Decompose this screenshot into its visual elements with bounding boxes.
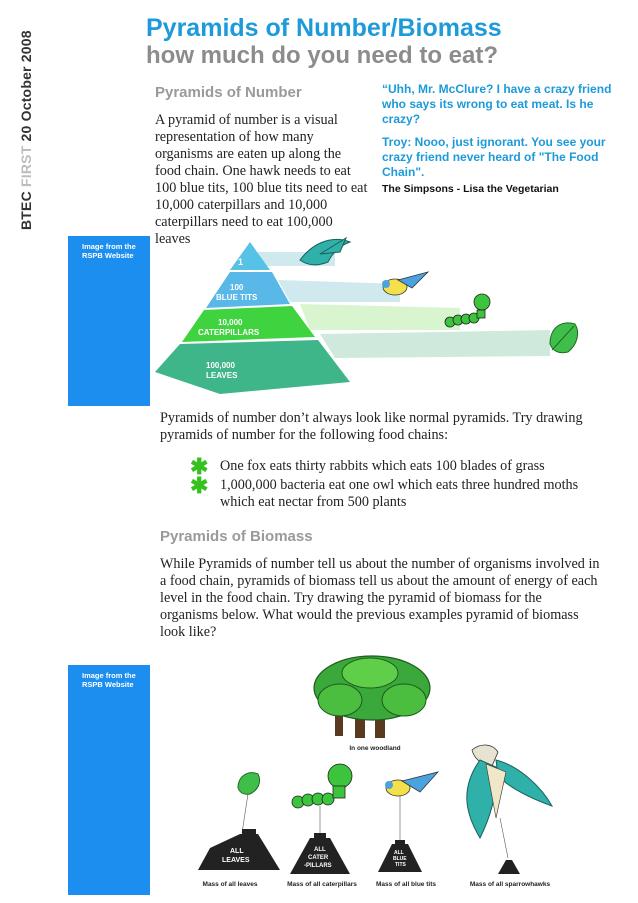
list-item [190, 473, 590, 511]
band-bluetit [278, 280, 400, 302]
tier-2-label: BLUE TITS [216, 293, 258, 302]
quote-line-2: Troy: Nooo, just ignorant. You see your crazy friend never heard of "The Food Chain". [382, 135, 606, 179]
sidebar-level: FIRST [18, 145, 34, 187]
tier-4-label: LEAVES [206, 371, 238, 380]
band-caterpillar [300, 304, 460, 330]
section-heading-biomass: Pyramids of Biomass [160, 528, 313, 545]
sidebar-course: BTEC [18, 191, 34, 230]
sidebar-date: 20 October 2008 [18, 30, 34, 142]
caption-sparrowhawks: Mass of all sparrowhawks [469, 881, 551, 888]
image-credit-line-1: Image from the [82, 242, 136, 251]
blue-tit-icon [385, 772, 438, 842]
hawk-icon [300, 238, 350, 265]
image-credit-line-2: RSPB Website [82, 680, 134, 689]
quote-line-1: “Uhh, Mr. McClure? I have a crazy friend who says its wrong to eat meat. Is he crazy? [382, 82, 612, 126]
section-body-biomass: While Pyramids of number tell us about the number of organisms involved in a food chain, pyramids of biomass tell us about the amount of energy of each level in the food chain. Try drawing the pyramid of biomass for the organisms below. What would the previous examples pyramid of biomass look like? [160, 556, 600, 640]
image-credit-line-1: Image from the [82, 671, 136, 680]
practice-intro: Pyramids of number don’t always look like normal pyramids. Try drawing pyramids of number for the following food chains: [160, 410, 583, 443]
quote-source: The Simpsons - Lisa the Vegetarian [382, 183, 559, 195]
page-subtitle: how much do you need to eat? [146, 42, 499, 69]
practice-list [190, 454, 590, 511]
woodland-caption: In one woodland [349, 745, 401, 752]
image-credit-bar-2 [68, 665, 150, 895]
tier-1-label: 1 [238, 257, 244, 267]
tier-3-number: 10,000 [218, 318, 243, 327]
image-credit-bar [68, 236, 150, 406]
weight-1-line-1: ALL [230, 848, 244, 855]
weight-2-line-3: -PILLARS [304, 863, 332, 869]
section-heading-number: Pyramids of Number [155, 84, 302, 101]
tree-icon [314, 656, 430, 738]
page-title: Pyramids of Number/Biomass [146, 14, 502, 42]
weight-3-line-3: TITS [395, 862, 406, 868]
green-asterisk-icon: ✱ [190, 473, 209, 498]
band-leaves [320, 330, 550, 358]
caption-caterpillars: Mass of all caterpillars [287, 881, 357, 888]
practice-item-1: One fox eats thirty rabbits which eats 100 blades of grass [220, 458, 545, 474]
weight-2-line-1: ALL [314, 847, 326, 853]
simpsons-quote [382, 82, 627, 205]
pyramid-of-biomass-figure [180, 648, 580, 903]
section-body-number: A pyramid of number is a visual representation of how many organisms are eaten up along the food chain. One hawk needs to eat 100 blue tits, 100 blue tits need to eat 10,000 caterpillars and 10,000 caterpillars need to eat 100,000 leaves [155, 112, 368, 247]
tier-3-label: CATERPILLARS [198, 328, 260, 337]
blue-tit-icon [382, 272, 428, 295]
weight-2-line-2: CATER [308, 855, 329, 861]
leaf-icon [238, 773, 260, 833]
sparrowhawk-icon [467, 745, 552, 858]
tier-4-number: 100,000 [206, 361, 235, 370]
tier-2 [206, 272, 290, 308]
caption-blue-tits: Mass of all blue tits [376, 881, 436, 888]
tier-4 [155, 340, 350, 394]
leaf-icon [550, 323, 578, 353]
weight-3-line-1: ALL [394, 850, 404, 856]
caterpillar-icon [292, 764, 352, 836]
practice-item-2: 1,000,000 bacteria eat one owl which eats three hundred moths which eat nectar from 500 plants [220, 477, 579, 510]
tier-2-number: 100 [230, 283, 244, 292]
document-sidebar [14, 30, 44, 230]
caption-leaves: Mass of all leaves [202, 881, 258, 888]
pyramid-of-numbers-figure [150, 232, 590, 412]
weight-1-line-2: LEAVES [222, 857, 250, 864]
weight-3-line-2: BLUE [393, 856, 407, 862]
green-asterisk-icon: ✱ [190, 454, 209, 479]
image-credit-line-2: RSPB Website [82, 251, 134, 260]
list-item [190, 454, 590, 479]
weight-sparrowhawks-icon [498, 860, 520, 874]
